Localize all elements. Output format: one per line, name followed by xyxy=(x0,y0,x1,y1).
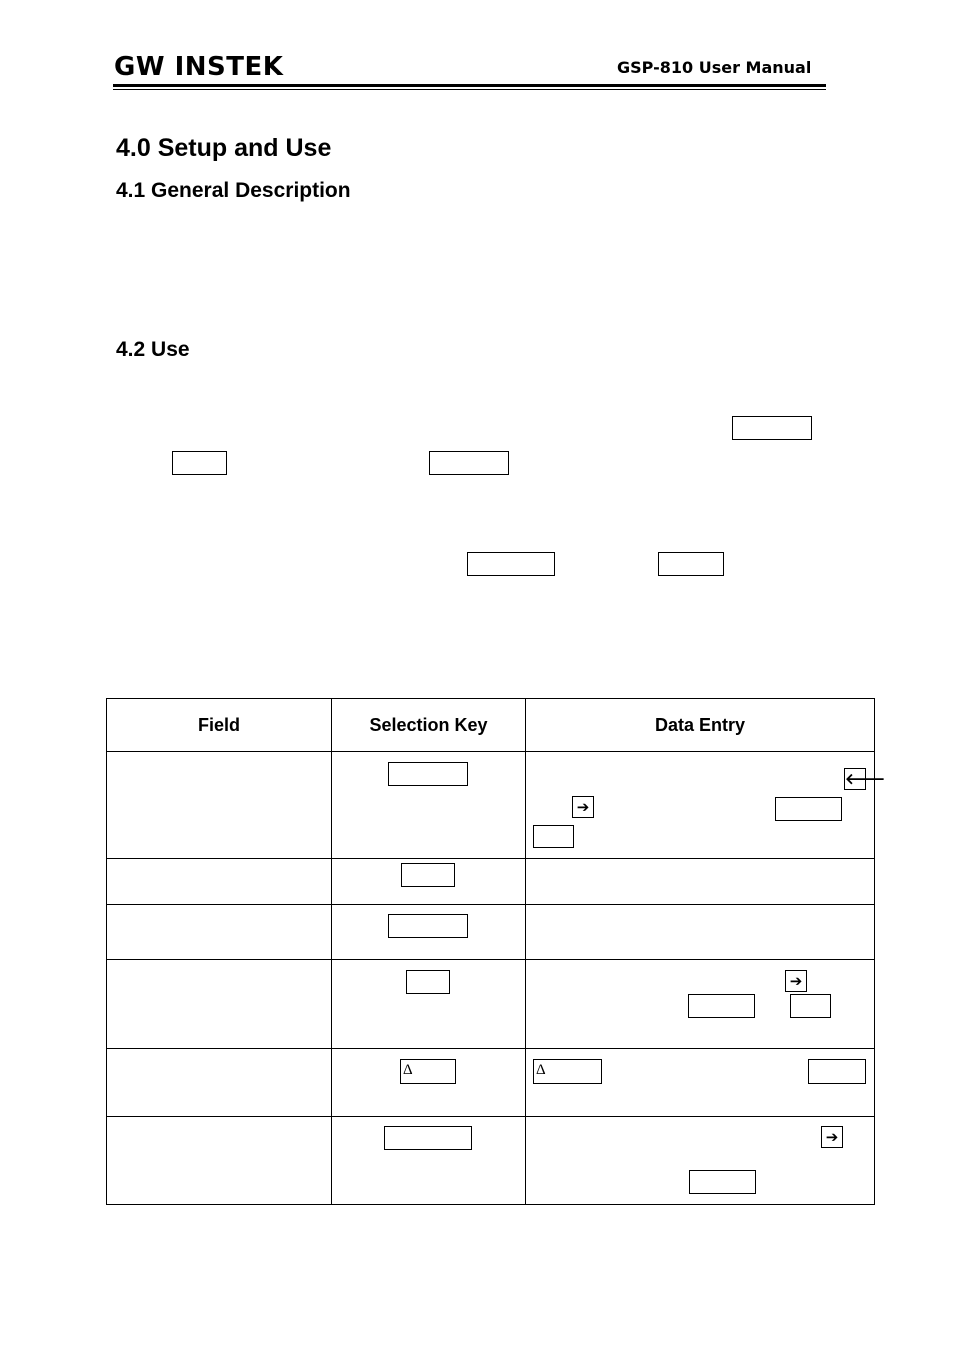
key-box xyxy=(384,1126,472,1150)
arrow-right-icon: ➔ xyxy=(785,970,807,992)
key-box xyxy=(775,797,842,821)
key-box xyxy=(790,994,831,1018)
header-data-entry: Data Entry xyxy=(526,699,875,752)
key-box xyxy=(688,994,755,1018)
section-heading-use: 4.2 Use xyxy=(116,338,190,361)
key-box xyxy=(388,914,468,938)
key-box xyxy=(533,825,574,848)
key-box xyxy=(658,552,724,576)
header-selection-key: Selection Key xyxy=(332,699,526,752)
table-row xyxy=(107,905,875,960)
key-box xyxy=(429,451,509,475)
table-row xyxy=(107,1117,875,1205)
arrow-left-icon: 🡐 xyxy=(845,770,886,788)
header-rule xyxy=(113,84,826,87)
table-row xyxy=(107,859,875,905)
arrow-right-icon: ➔ xyxy=(821,1126,843,1148)
field-key-table xyxy=(106,698,886,1205)
key-box xyxy=(388,762,468,786)
arrow-right-icon: ➔ xyxy=(572,796,594,818)
table-row xyxy=(107,752,875,859)
table-header-row xyxy=(107,699,875,752)
table-row xyxy=(107,1049,875,1117)
key-box xyxy=(406,970,450,994)
brand-logo: GW INSTEK xyxy=(114,52,284,82)
key-box xyxy=(172,451,227,475)
delta-key-box: Δ xyxy=(533,1059,602,1084)
header-rule-thin xyxy=(113,89,826,90)
header-field: Field xyxy=(107,699,332,752)
key-box xyxy=(732,416,812,440)
manual-title: GSP-810 User Manual xyxy=(617,58,812,77)
key-box xyxy=(401,863,455,887)
section-heading-general: 4.1 General Description xyxy=(116,179,351,202)
key-box xyxy=(808,1059,866,1084)
table-row xyxy=(107,960,875,1049)
key-box xyxy=(689,1170,756,1194)
section-heading-setup: 4.0 Setup and Use xyxy=(116,134,332,162)
delta-key-box: Δ xyxy=(400,1059,456,1084)
key-box xyxy=(467,552,555,576)
